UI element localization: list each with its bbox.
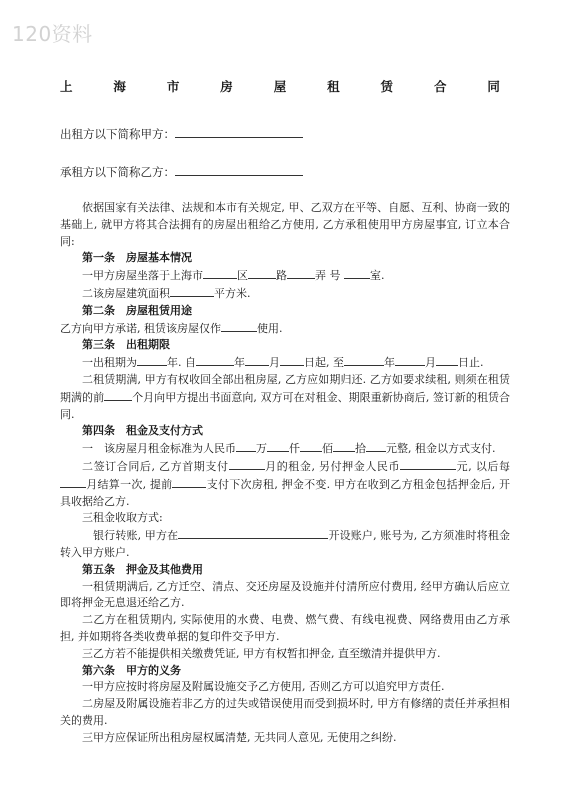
article-3-heading: 第三条 出租期限	[82, 338, 170, 352]
title-char: 市	[166, 79, 180, 94]
title-char: 屋	[273, 79, 287, 94]
title-char: 同	[487, 79, 500, 94]
article-4-clause-1: 一 该房屋月租金标准为人民币 万 仟 佰 拾 元整, 租金以方式支付.	[82, 442, 496, 456]
article-3-clause-1: 一出租期为 年. 自 年 月 日起, 至 年 月 日止.	[82, 356, 484, 370]
article-2-clause-1: 乙方向甲方承诺, 租赁该房屋仅作 使用.	[60, 321, 283, 335]
blank-area	[170, 285, 214, 297]
blank-district	[203, 267, 237, 279]
article-5-clause-3: 三乙方若不能提供相关缴费凭证, 甲方有权暂扣押金, 直至缴清并提供甲方.	[82, 646, 441, 660]
article-1-clause-1: 一甲方房屋坐落于上海市 区 路 弄 号 室.	[82, 269, 385, 283]
blank-months	[104, 389, 132, 401]
title-char: 租	[327, 79, 340, 94]
article-4-clause-2: 二签订合同后, 乙方首期支付 月的租金, 另付押金人民币 元, 以后每月结算一次, 提前 支付下次房租, 押金不变. 甲方在收到乙方租金包括押金后, 开具收据给乙方.	[60, 459, 510, 508]
title-char: 上	[60, 79, 73, 94]
blank-road	[248, 267, 276, 279]
title-char: 海	[113, 79, 126, 94]
title-char: 赁	[380, 79, 394, 94]
article-4-clause-4: 银行转账, 甲方在 开设账户, 账号为, 乙方须准时将租金转入甲方账户.	[60, 529, 510, 559]
blank-room	[344, 267, 370, 279]
document-title	[60, 77, 500, 95]
article-5-clause-2: 二乙方在租赁期内, 实际使用的水费、电费、燃气费、有线电视费、网络费用由乙方承担, 并如期将各类收费单据的复印件交予甲方.	[60, 613, 510, 643]
intro-paragraph: 依据国家有关法律、法规和本市有关规定, 甲、乙双方在平等、自愿、互利、协商一致的基础上, 就甲方将其合法拥有的房屋出租给乙方使用, 乙方承租使用甲方房屋事宜, 订立本合同:	[60, 201, 510, 248]
blank-bank	[178, 527, 328, 539]
party-a-line	[60, 126, 303, 142]
article-1-clause-2: 二该房屋建筑面积 平方米.	[82, 286, 251, 300]
party-b-line	[60, 164, 303, 180]
watermark: 120资料	[12, 22, 93, 46]
blank-lane	[287, 267, 315, 279]
article-2-heading: 第二条 房屋租赁用途	[82, 303, 192, 317]
title-char: 房	[220, 79, 233, 94]
article-6-clause-3: 三甲方应保证所出租房屋权属清楚, 无共同人意见, 无使用之纠纷.	[82, 730, 397, 744]
article-3-clause-2: 二租赁期满, 甲方有权收回全部出租房屋, 乙方应如期归还. 乙方如要求续租, 则须在租赁期满的前 个月向甲方提出书面意向, 双方可在对租金、期限重新协商后, 签订新的租赁合同.	[60, 372, 511, 421]
party-a-blank[interactable]	[175, 126, 303, 138]
article-6-clause-2: 二房屋及附属设施若非乙方的过失或错误使用而受到损坏时, 甲方有修缮的责任并承担相关的费用.	[60, 697, 510, 727]
article-5-heading: 第五条 押金及其他费用	[82, 562, 203, 576]
title-char: 合	[433, 79, 447, 94]
contract-body	[60, 200, 510, 747]
article-6-heading: 第六条 甲方的义务	[82, 663, 181, 677]
article-1-heading: 第一条 房屋基本情况	[82, 251, 192, 265]
blank-purpose	[221, 320, 257, 332]
article-5-clause-1: 一租赁期满后, 乙方迁空、清点、交还房屋及设施并付清所应付费用, 经甲方确认后应立即将押金无息退还给乙方.	[60, 579, 510, 610]
article-6-clause-1: 一甲方应按时将房屋及附属设施交予乙方使用, 否则乙方可以追究甲方责任.	[82, 680, 445, 694]
article-4-heading: 第四条 租金及支付方式	[82, 424, 203, 438]
article-4-clause-3: 三租金收取方式:	[82, 511, 163, 525]
party-b-blank[interactable]	[175, 164, 303, 176]
party-b-label: 承租方以下简称乙方：	[60, 165, 175, 179]
party-a-label: 出租方以下简称甲方：	[60, 127, 175, 141]
